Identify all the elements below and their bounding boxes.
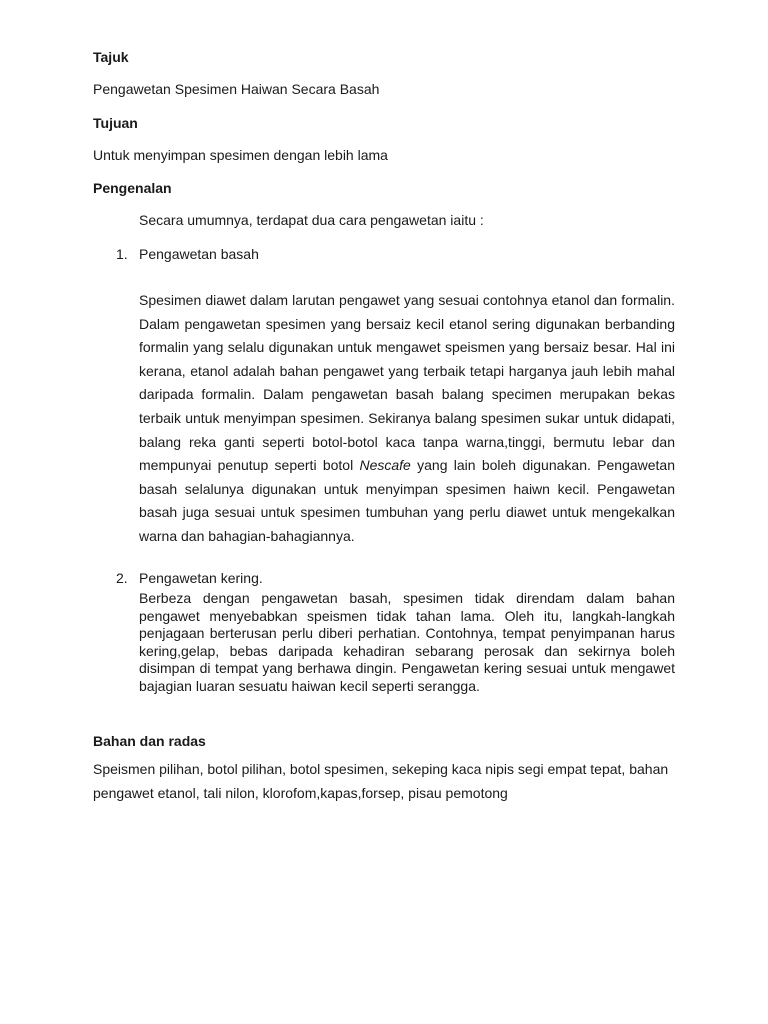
list-body-1-part-a: Spesimen diawet dalam larutan pengawet yang sesuai contohnya etanol dan formalin. Dalam pengawetan spesimen yang bersaiz kecil etanol sering digunakan berbanding formalin yang selalu digunakan untuk mengawet speismen yang bersaiz besar. Hal ini kerana, etanol adalah bahan pengawet yang terbaik tetapi harganya jauh lebih mahal daripada formalin. Dalam pengawetan basah balang specimen merupakan bekas terbaik untuk menyimpan spesimen. Sekiranya balang spesimen sukar untuk didapati, balang reka ganti seperti botol-botol kaca tanpa warna,tinggi, bermutu lebar dan mempunyai penutup seperti botol: [139, 292, 675, 474]
list-title-2: Pengawetan kering.: [139, 570, 263, 586]
list-body-1: [139, 289, 675, 549]
tujuan-heading: Tujuan: [93, 115, 138, 131]
list-number-1: 1.: [116, 246, 128, 262]
tajuk-text: Pengawetan Spesimen Haiwan Secara Basah: [93, 81, 380, 97]
list-body-1-italic: Nescafe: [359, 457, 411, 474]
bahan-text: Speismen pilihan, botol pilihan, botol spesimen, sekeping kaca nipis segi empat tepat, bahan pengawet etanol, tali nilon, klorofom,kapas,forsep, pisau pemotong: [93, 761, 669, 801]
bahan-heading: Bahan dan radas: [93, 733, 206, 749]
list-body-2: Berbeza dengan pengawetan basah, spesimen tidak direndam dalam bahan pengawet menyebabkan speismen tidak tahan lama. Oleh itu, langkah-langkah penjagaan berterusan perlu diberi perhatian. Contohnya, tempat penyimpanan harus kering,gelap, bebas daripada kehadiran sebarang perosak dan sekirnya boleh disimpan di tempat yang berhawa dingin. Pengawetan kering sesuai untuk mengawet bajagian luaran sesuatu haiwan kecil seperti serangga.: [139, 590, 675, 694]
tajuk-heading: Tajuk: [93, 49, 129, 65]
list-title-1: Pengawetan basah: [139, 246, 259, 262]
list-body-1-part-b: yang lain boleh digunakan. Pengawetan basah selalunya digunakan untuk menyimpan spesimen haiwn kecil. Pengawetan basah juga sesuai untuk spesimen tumbuhan yang perlu diawet untuk mengekalkan warna dan bahagian-bahagiannya.: [139, 457, 675, 544]
pengenalan-heading: Pengenalan: [93, 180, 172, 196]
list-number-2: 2.: [116, 570, 128, 586]
tujuan-text: Untuk menyimpan spesimen dengan lebih lama: [93, 147, 388, 163]
pengenalan-intro: Secara umumnya, terdapat dua cara pengawetan iaitu :: [139, 212, 484, 228]
